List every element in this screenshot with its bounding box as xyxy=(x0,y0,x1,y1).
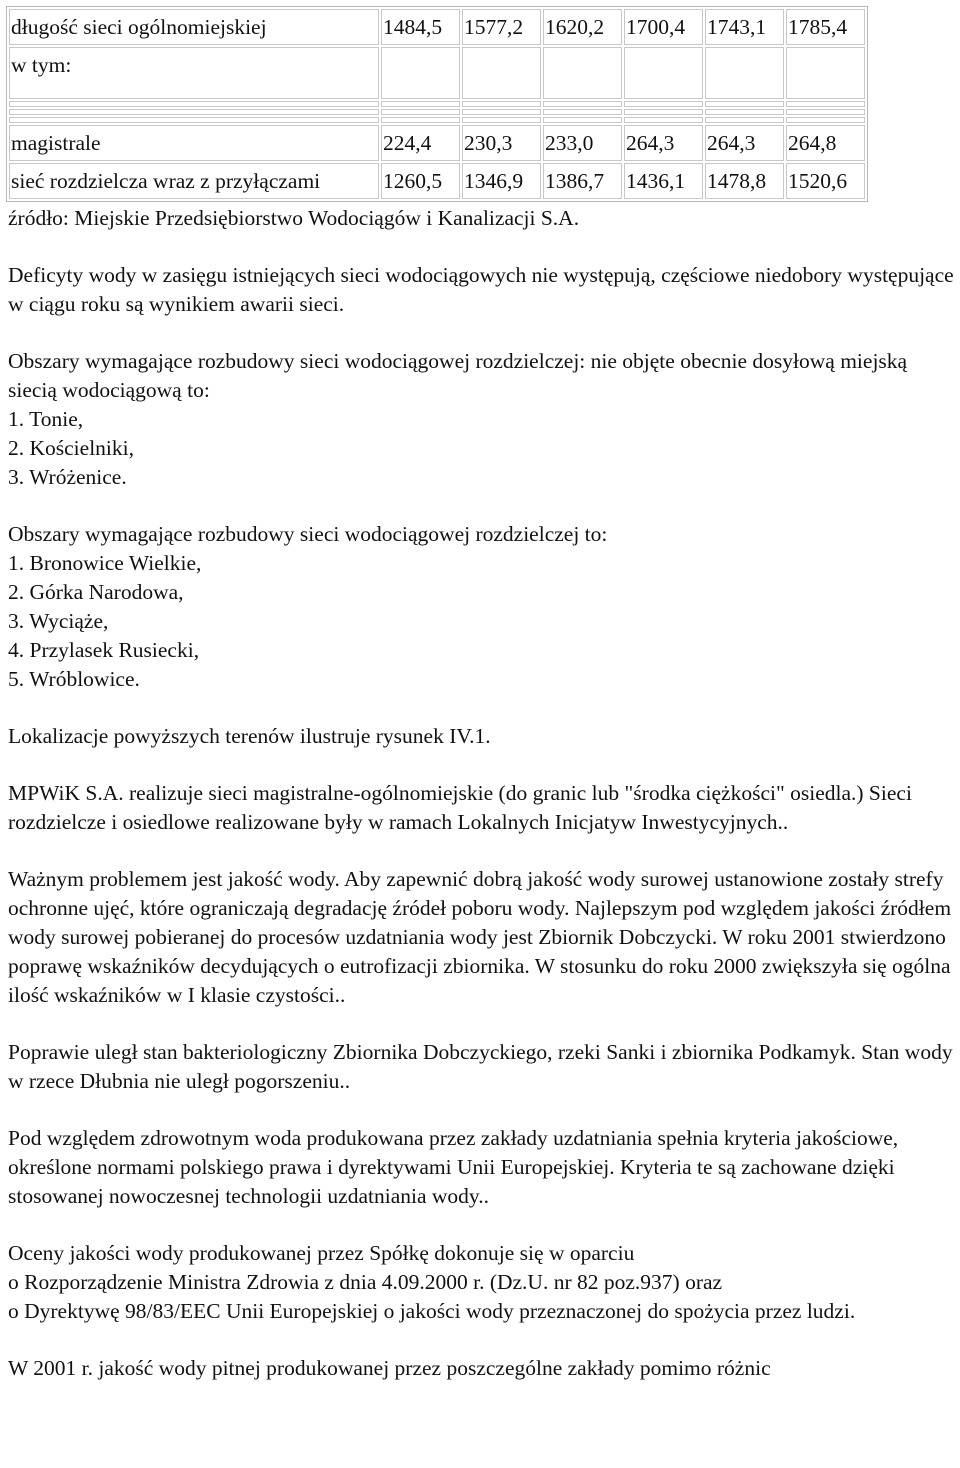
row-label: sieć rozdzielcza wraz z przyłączami xyxy=(9,163,379,199)
table-cell: 1620,2 xyxy=(543,9,622,45)
row-label: w tym: xyxy=(9,47,379,99)
assessment-line: o Dyrektywę 98/83/EEC Unii Europejskiej o jakości wody przeznaczonej do spożycia przez ludzi. xyxy=(8,1299,856,1323)
paragraph-intro: Obszary wymagające rozbudowy sieci wodociągowej rozdzielczej to: xyxy=(8,522,608,546)
table-cell: 1436,1 xyxy=(624,163,703,199)
paragraph-mpwik: MPWiK S.A. realizuje sieci magistralne-ogólnomiejskie (do granic lub "środka ciężkości" osiedla.) Sieci rozdzielcze i osiedlowe realizowane były w ramach Lokalnych Inicjatyw Inwestycyjnych.. xyxy=(8,781,912,834)
table-cell: 1260,5 xyxy=(381,163,460,199)
list-item: 1. Tonie, xyxy=(8,407,84,431)
document-page xyxy=(8,6,958,1383)
table-spacer-row xyxy=(9,117,865,123)
table-cell: 1478,8 xyxy=(705,163,784,199)
table-cell: 264,8 xyxy=(786,125,865,161)
table-row xyxy=(9,47,865,99)
areas-not-covered xyxy=(8,347,958,492)
list-item: 2. Kościelniki, xyxy=(8,436,134,460)
table-cell xyxy=(381,47,460,99)
list-item: 3. Wróżenice. xyxy=(8,465,127,489)
list-item: 1. Bronowice Wielkie, xyxy=(8,551,202,575)
paragraph-assessment xyxy=(8,1239,958,1326)
table-cell: 264,3 xyxy=(624,125,703,161)
paragraph-figure-ref: Lokalizacje powyższych terenów ilustruje rysunek IV.1. xyxy=(8,724,491,748)
water-network-table xyxy=(6,6,868,202)
table-cell xyxy=(543,47,622,99)
assessment-line: Oceny jakości wody produkowanej przez Spółkę dokonuje się w oparciu xyxy=(8,1241,635,1265)
table-cell: 1346,9 xyxy=(462,163,541,199)
table-row xyxy=(9,163,865,199)
table-row xyxy=(9,125,865,161)
table-cell: 1743,1 xyxy=(705,9,784,45)
table-cell xyxy=(705,47,784,99)
table-cell: 224,4 xyxy=(381,125,460,161)
list-item: 4. Przylasek Rusiecki, xyxy=(8,638,200,662)
paragraph-deficits: Deficyty wody w zasięgu istniejących sieci wodociągowych nie występują, częściowe niedobory występujące w ciągu roku są wynikiem awarii sieci. xyxy=(8,263,954,316)
list-item: 3. Wyciąże, xyxy=(8,609,109,633)
table-cell: 1484,5 xyxy=(381,9,460,45)
paragraph-intro: Obszary wymagające rozbudowy sieci wodociągowej rozdzielczej: nie objęte obecnie dosyłową miejską siecią wodociągową to: xyxy=(8,349,908,402)
paragraph-health: Pod względem zdrowotnym woda produkowana przez zakłady uzdatniania spełnia kryteria jakościowe, określone normami polskiego prawa i dyrektywami Unii Europejskiej. Kryteria te są zachowane dzięki stosowanej nowoczesnej technologii uzdatniania wody.. xyxy=(8,1126,899,1208)
assessment-line: o Rozporządzenie Ministra Zdrowia z dnia 4.09.2000 r. (Dz.U. nr 82 poz.937) oraz xyxy=(8,1270,723,1294)
list-item: 5. Wróblowice. xyxy=(8,667,140,691)
table-cell: 1386,7 xyxy=(543,163,622,199)
areas-expansion xyxy=(8,520,958,694)
table-cell: 1700,4 xyxy=(624,9,703,45)
table-cell: 1577,2 xyxy=(462,9,541,45)
table-spacer-row xyxy=(9,101,865,107)
row-label: długość sieci ogólnomiejskiej xyxy=(9,9,379,45)
table-cell: 264,3 xyxy=(705,125,784,161)
table-row xyxy=(9,9,865,45)
paragraph-bacteriology: Poprawie uległ stan bakteriologiczny Zbiornika Dobczyckiego, rzeki Sanki i zbiornika Podkamyk. Stan wody w rzece Dłubnia nie uległ pogorszeniu.. xyxy=(8,1040,953,1093)
table-cell xyxy=(624,47,703,99)
table-source-note: źródło: Miejskie Przedsiębiorstwo Wodociągów i Kanalizacji S.A. xyxy=(8,206,580,230)
table-cell: 233,0 xyxy=(543,125,622,161)
table-cell: 1785,4 xyxy=(786,9,865,45)
list-item: 2. Górka Narodowa, xyxy=(8,580,184,604)
table-cell xyxy=(786,47,865,99)
paragraph-2001: W 2001 r. jakość wody pitnej produkowanej przez poszczególne zakłady pomimo różnic xyxy=(8,1356,771,1380)
table-cell: 230,3 xyxy=(462,125,541,161)
table-cell: 1520,6 xyxy=(786,163,865,199)
table-cell xyxy=(462,47,541,99)
row-label: magistrale xyxy=(9,125,379,161)
table-spacer-row xyxy=(9,109,865,115)
paragraph-water-quality: Ważnym problemem jest jakość wody. Aby zapewnić dobrą jakość wody surowej ustanowione zostały strefy ochronne ujęć, które ograniczają degradację źródeł poboru wody. Najlepszym pod względem jakości źródłem wody surowej pobieranej do procesów uzdatniania wody jest Zbiornik Dobczycki. W roku 2001 stwierdzono poprawę wskaźników decydujących o eutrofizacji zbiornika. W stosunku do roku 2000 zwiększyła się ogólna ilość wskaźników w I klasie czystości.. xyxy=(8,867,952,1007)
